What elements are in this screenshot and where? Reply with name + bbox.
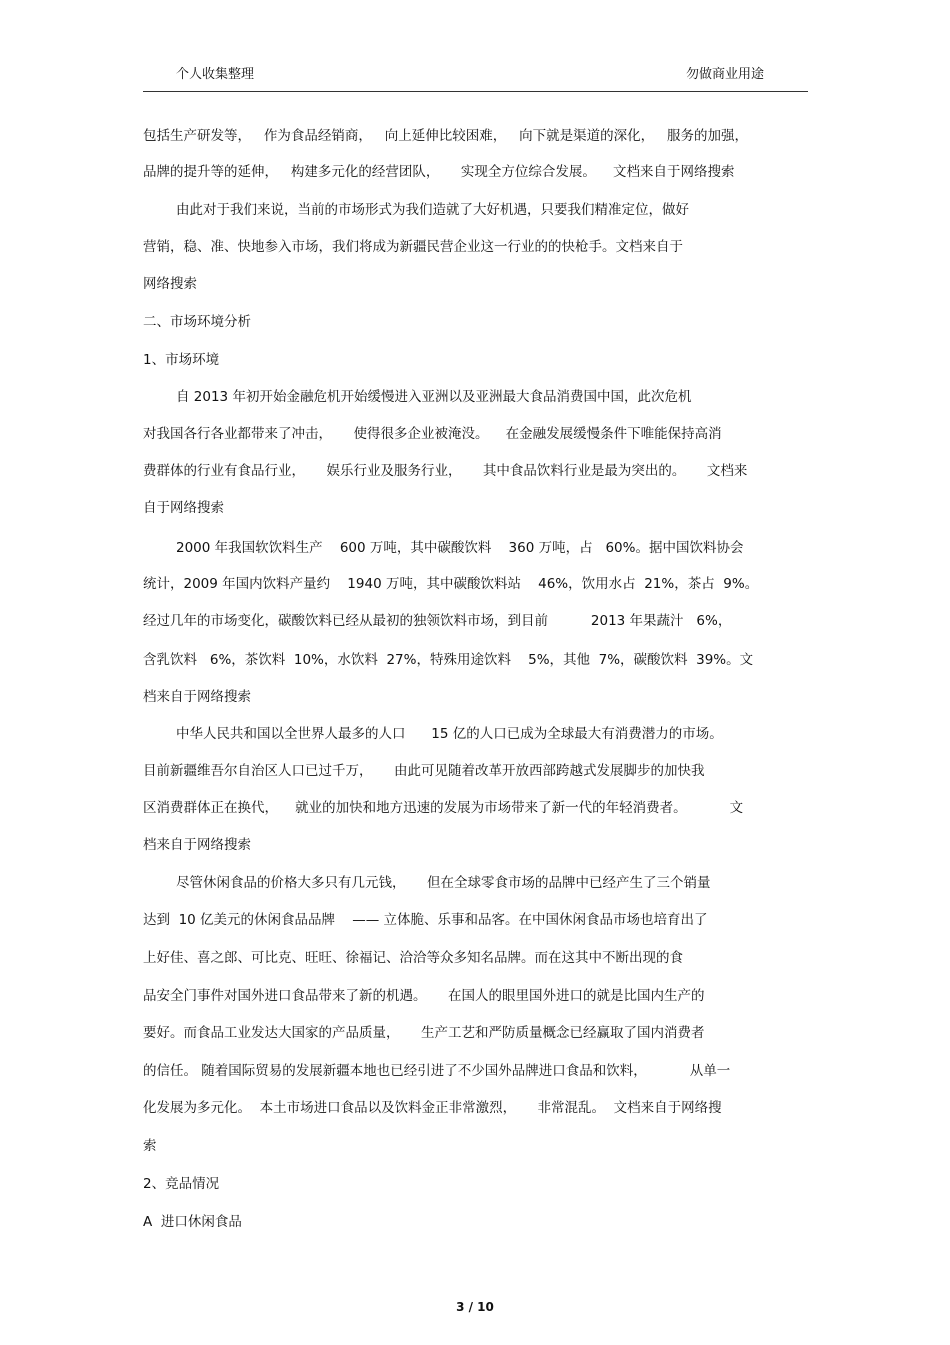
text-line: 索 [143, 1138, 157, 1154]
text-line: 的信任。 随着国际贸易的发展新疆本地也已经引进了不少国外品牌进口食品和饮料， 从单一 [143, 1063, 731, 1079]
header-left-text: 个人收集整理 [176, 67, 255, 82]
text-line: 品安全门事件对国外进口食品带来了新的机遇。 在国人的眼里国外进口的就是比国内生产的 [143, 988, 705, 1004]
text-line: 上好佳、喜之郎、可比克、旺旺、徐福记、洽洽等众多知名品牌。而在这其中不断出现的食 [143, 950, 683, 966]
subsection-heading: A 进口休闲食品 [143, 1214, 242, 1230]
text-line: 化发展为多元化。 本土市场进口食品以及饮料金正非常激烈， 非常混乱。 文档来自于网络搜 [143, 1100, 722, 1116]
text-line: 自 2013 年初开始金融危机开始缓慢进入亚洲以及亚洲最大食品消费国中国，此次危机 [176, 389, 692, 405]
text-line: 要好。而食品工业发达大国家的产品质量， 生产工艺和严防质量概念已经赢取了国内消费者 [143, 1025, 705, 1041]
text-line: 包括生产研发等， 作为食品经销商， 向上延伸比较困难， 向下就是渠道的深化， 服务的加强， [143, 128, 748, 144]
text-line: 目前新疆维吾尔自治区人口已过千万， 由此可见随着改革开放西部跨越式发展脚步的加快我 [143, 763, 705, 779]
subsection-heading: 1、市场环境 [143, 352, 220, 368]
text-line: 网络搜索 [143, 276, 197, 292]
section-heading: 二、市场环境分析 [143, 314, 251, 330]
text-line: 经过几年的市场变化，碳酸饮料已经从最初的独领饮料市场，到目前 2013 年果蔬汁 6%， [143, 613, 732, 629]
text-line: 品牌的提升等的延伸， 构建多元化的经营团队， 实现全方位综合发展。 文档来自于网络搜索 [143, 164, 735, 180]
header-right-text: 勿做商业用途 [686, 67, 765, 82]
text-line: 区消费群体正在换代， 就业的加快和地方迅速的发展为市场带来了新一代的年轻消费者。 文 [143, 800, 744, 816]
text-line: 营销，稳、准、快地参入市场，我们将成为新疆民营企业这一行业的的快枪手。文档来自于 [143, 239, 683, 255]
text-line: 对我国各行各业都带来了冲击， 使得很多企业被淹没。 在金融发展缓慢条件下唯能保持高消 [143, 426, 722, 442]
text-line: 中华人民共和国以全世界人最多的人口 15 亿的人口已成为全球最大有消费潜力的市场。 [176, 726, 723, 742]
text-line: 含乳饮料 6%，茶饮料 10%，水饮料 27%，特殊用途饮料 5%，其他 7%，碳酸饮料 39%。文 [143, 652, 754, 668]
text-line: 统计，2009 年国内饮料产量约 1940 万吨，其中碳酸饮料站 46%，饮用水占 21%，茶占 9%。 [143, 576, 759, 592]
text-line: 档来自于网络搜索 [143, 689, 251, 705]
text-line: 档来自于网络搜索 [143, 837, 251, 853]
subsection-heading: 2、竞品情况 [143, 1176, 220, 1192]
text-line: 自于网络搜索 [143, 500, 224, 516]
text-line: 由此对于我们来说，当前的市场形式为我们造就了大好机遇，只要我们精准定位，做好 [176, 202, 689, 218]
text-line: 尽管休闲食品的价格大多只有几元钱， 但在全球零食市场的品牌中已经产生了三个销量 [176, 875, 711, 891]
text-line: 达到 10 亿美元的休闲食品品牌 —— 立体脆、乐事和品客。在中国休闲食品市场也培育出了 [143, 912, 708, 928]
text-line: 2000 年我国软饮料生产 600 万吨，其中碳酸饮料 360 万吨，占 60%。据中国饮料协会 [176, 540, 744, 556]
page-number: 3 / 10 [456, 1300, 494, 1314]
text-line: 费群体的行业有食品行业， 娱乐行业及服务行业， 其中食品饮料行业是最为突出的。 文档来 [143, 463, 748, 479]
header-rule [143, 91, 808, 92]
